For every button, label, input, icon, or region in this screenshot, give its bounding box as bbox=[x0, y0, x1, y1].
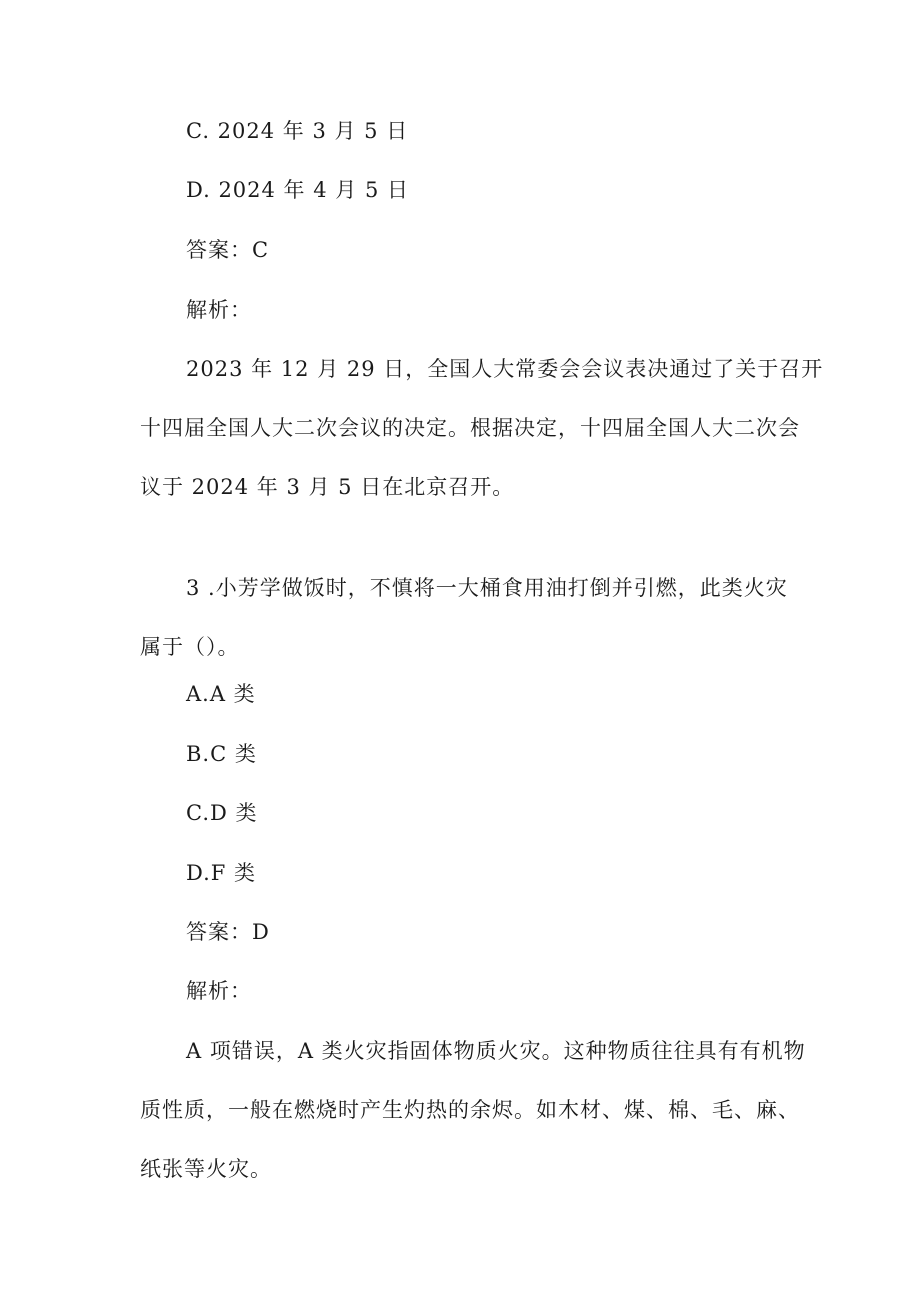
question-stem bbox=[140, 575, 790, 693]
option-d: D. 2024 年 4 月 5 日 bbox=[186, 178, 409, 202]
analysis-label: 解析： bbox=[186, 298, 252, 322]
analysis-paragraph bbox=[140, 356, 824, 533]
option-d: D.F 类 bbox=[186, 861, 257, 885]
analysis-paragraph bbox=[140, 1038, 806, 1215]
option-b: B.C 类 bbox=[186, 742, 257, 766]
answer-label: 答案：C bbox=[186, 238, 270, 262]
analysis-line: 2023 年 12 月 29 日，全国人大常委会会议表决通过了关于召开 bbox=[186, 357, 824, 381]
question-line: 属于（）。 bbox=[140, 635, 240, 659]
analysis-line: 纸张等火灾。 bbox=[140, 1157, 272, 1181]
analysis-line: 议于 2024 年 3 月 5 日在北京召开。 bbox=[140, 475, 515, 499]
question-line: 3 .小芳学做饭时，不慎将一大桶食用油打倒并引燃，此类火灾 bbox=[186, 576, 788, 600]
option-c: C. 2024 年 3 月 5 日 bbox=[186, 119, 409, 143]
analysis-label: 解析： bbox=[186, 979, 252, 1003]
analysis-line: 质性质，一般在燃烧时产生灼热的余烬。如木材、煤、棉、毛、麻、 bbox=[140, 1098, 800, 1122]
answer-label: 答案：D bbox=[186, 920, 270, 944]
analysis-line: A 项错误，A 类火灾指固体物质火灾。这种物质往往具有有机物 bbox=[186, 1039, 806, 1063]
analysis-line: 十四届全国人大二次会议的决定。根据决定，十四届全国人大二次会 bbox=[140, 416, 800, 440]
option-a: A.A 类 bbox=[186, 682, 256, 706]
option-c: C.D 类 bbox=[186, 801, 258, 825]
